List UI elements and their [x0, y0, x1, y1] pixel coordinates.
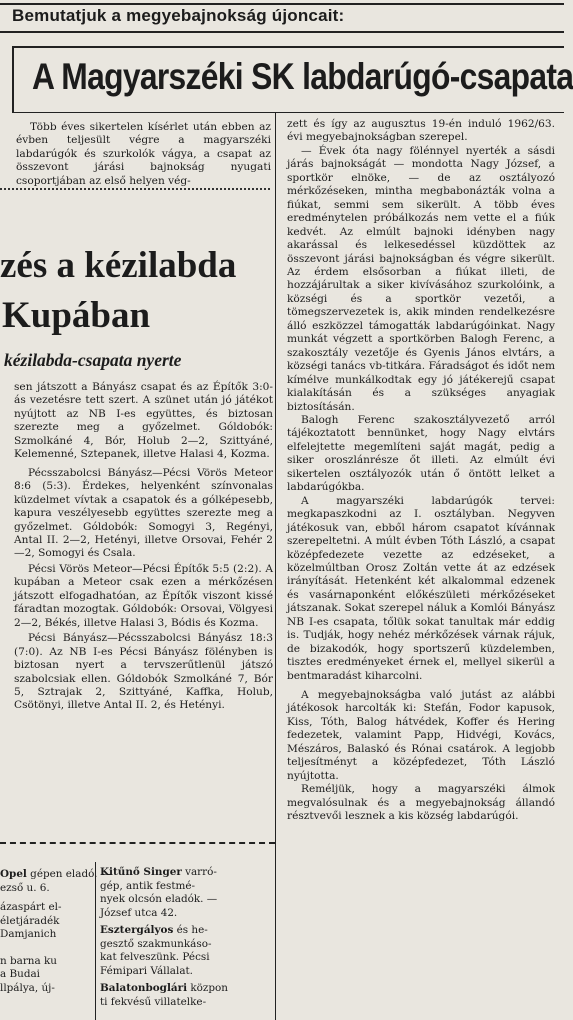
ad-line: Balatonboglári közpon — [100, 982, 228, 994]
column-divider — [275, 113, 276, 1020]
intro-text: Több éves sikertelen kísérlet után ebben az évben teljesült végre a magyarszéki labdarúgók és szurkolók vágya, a csapat az összevont járási bajnokság nyugati csoportjában az első helyen vég- — [16, 121, 271, 187]
handball-paragraph: Pécsi Bányász—Pécsszabolcsi Bányász 18:3 (7:0). Az NB I-es Pécsi Bányász fölényben is biztosan nyert a tervszerűtlenül játszó szabolcsiak ellen. Góldobók Szmolkáné 7, Bór 5, Sztrajak 2, Szittyáné, Kaffka, Holub, Csötönyi, illetve Antal II. 2, és Hetényi. — [14, 632, 273, 712]
headline-box-left — [12, 46, 14, 113]
ad-line: József utca 42. — [100, 906, 178, 919]
ad-line: n barna ku — [0, 954, 57, 967]
right-column-body — [287, 118, 555, 824]
right-paragraph: Reméljük, hogy a magyarszéki álmok megvalósulnak és a megyebajnokság állandó résztvevői lesznek a kis község labdarúgói. — [287, 783, 555, 823]
headline-box-top — [12, 46, 564, 48]
ad-line: életjáradék — [0, 914, 60, 927]
intro-paragraph — [16, 121, 271, 188]
ad-line: Damjanich — [0, 928, 57, 940]
ad-line: Opel gépen eladó. — — [0, 868, 112, 880]
ad-line: kat felveszünk. Pécsi — [100, 951, 210, 963]
ad-line: Kitűnő Singer varró- — [100, 866, 217, 878]
ad-line: nyek olcsón eladók. — — [100, 893, 218, 905]
handball-headline-line1: zés a kézilabda — [0, 245, 237, 286]
ads-column-2 — [100, 866, 272, 1009]
handball-subheadline: kézilabda-csapata nyerte — [4, 350, 182, 370]
right-paragraph: zett és így az augusztus 19-én induló 1962/63. évi megyebajnokságban szerepel. — [287, 118, 555, 144]
ads-top-rule — [0, 842, 275, 844]
headline-box-bottom — [12, 112, 564, 113]
right-paragraph: Balogh Ferenc szakosztályvezető arról tájékoztatott bennünket, hogy Nagy elvtárs elfelejtette megemlíteni saját magát, pedig a siker oroszlánrésze őt illeti. Az elmúlt évi sikertelen osztályozók után ő öntött lelket a labdarúgókba. — [287, 413, 555, 494]
dotted-separator — [0, 188, 270, 190]
right-paragraph: A megyebajnokságba való jutást az alábbi játékosok harcolták ki: Stefán, Fodor kapusok, Kiss, Tóth, Balog hátvédek, Koffer és Hering fedezetek, valamint Papp, Hidvégi, Kovács, Mészáros, Balaskó és Rónai csatárok. A legjobb teljesítményt a középfedezet, Tóth László nyújtotta. — [287, 689, 555, 782]
handball-headline-line2: Kupában — [2, 295, 151, 336]
right-paragraph: A magyarszéki labdarúgók tervei: megkapaszkodni az I. osztályban. Negyven játékosuk van, ebből három csapatot kívánnak szerepeltetni. A múlt évben Tóth László, a csapat középfedezete vezette az edzéseket, a közelmúltban Orosz Zoltán vette át az edzések irányítását. Hetenként két alkalommal edzenek és vasárnaponként előkészületi mérkőzéseket játszanak. Sokat szerepel náluk a Komlói Bányász NB I-es csapata, tőlük sokat tanultak már eddig is. Tudják, hogy nehéz mérkőzések várnak rájuk, de bizakodók, hogy sportszerű küzdelemben, tisztes eredményeket érnek el, mellyel sikerül a bentmaradást kiharcolni. — [287, 494, 555, 682]
ad-line: llpálya, új- — [0, 981, 55, 994]
ad-line: gép, antik festmé- — [100, 879, 196, 892]
right-paragraph: — Évek óta nagy fölénnyel nyerték a sásdi járás bajnokságát — mondotta Nagy József, a sportkör elnöke, — de az osztályozó mérkőzéseken, mintha megbabonázták volna a fiúkat, semmi sem sikerült. A több éves eredménytelen próbálkozás nem vette el a fiúk kedvét. Az elmúlt bajnoki idényben nagy akarással és lelkesedéssel küzdöttek az összevont járási bajnokságban és végre sikerült. Az érdem elsősorban a fiúkat illeti, de hozzájárultak a siker kivívásához szurkolóink, a községi és a sportkör vezetői, a tömegszervezetek is, akik minden rendelkezésre álló eszközzel támogatták labdarúgóinkat. Nagy munkát végzett a sportkörben Balogh Ferenc, a szakosztály vezetője és Gyenis János elvtárs, a községi tanács vb-titkára. Fáradságot és időt nem kímélve munkálkodtak egy jó játékerejű csapat kialakításán és a szükséges anyagiak biztosításán. — [287, 144, 555, 413]
ad-line: a Budai — [0, 968, 40, 980]
ad-line: Fémipari Vállalat. — [100, 964, 193, 977]
kicker-rule — [0, 31, 564, 33]
handball-paragraph: Pécsi Vörös Meteor—Pécsi Építők 5:5 (2:2). A kupában a Meteor csak ezen a mérkőzésen játszott elfogadhatóan, az Építők viszont kissé fáradtan mozogtak. Góldobók: Orsovai, Völgyesi 2—2, Békés, illetve Halasi 3, Bódis és Kozma. — [14, 562, 273, 629]
ad-line: ázaspárt el- — [0, 901, 62, 913]
ad-line: ti fekvésű villatelke- — [100, 995, 207, 1008]
top-rule — [0, 3, 564, 5]
handball-paragraph: Pécsszabolcsi Bányász—Pécsi Vörös Meteor 8:6 (5:3). Érdekes, helyenként színvonalas küzdelmet vívtak a csapatok és a gólképesebb, kapura veszélyesebb együttes szerezte meg a győzelmet. Góldobók: Somogyi 3, Regényi, Antal II. 2—2, Hetényi, illetve Orsovai, Fehér 2—2, Somogyi és Csala. — [14, 466, 273, 560]
ad-line: gesztő szakmunkáso- — [100, 937, 212, 950]
kicker-heading: Bemutatjuk a megyebajnokság újoncait: — [12, 6, 345, 25]
article-headline: A Magyarszéki SK labdarúgó-csapata — [32, 56, 573, 97]
ads-column-1 — [0, 868, 112, 995]
ads-column-divider — [95, 862, 96, 1020]
handball-paragraph: sen játszott a Bányász csapat és az Építők 3:0-ás vezetésre tett szert. A szünet után jó játékot nyújtott az NB I-es együttes, és biztosan szerezte meg a győzelmet. Góldobók: Szmolkáné 4, Bór, Holub 2—2, Szittyáné, Kelemenné, Sztepanek, illetve Halasi 4, Kozma. — [14, 381, 273, 461]
ad-line: Esztergályos és he- — [100, 924, 208, 936]
handball-body — [14, 381, 273, 713]
ad-line: ezső u. 6. — [0, 881, 50, 894]
